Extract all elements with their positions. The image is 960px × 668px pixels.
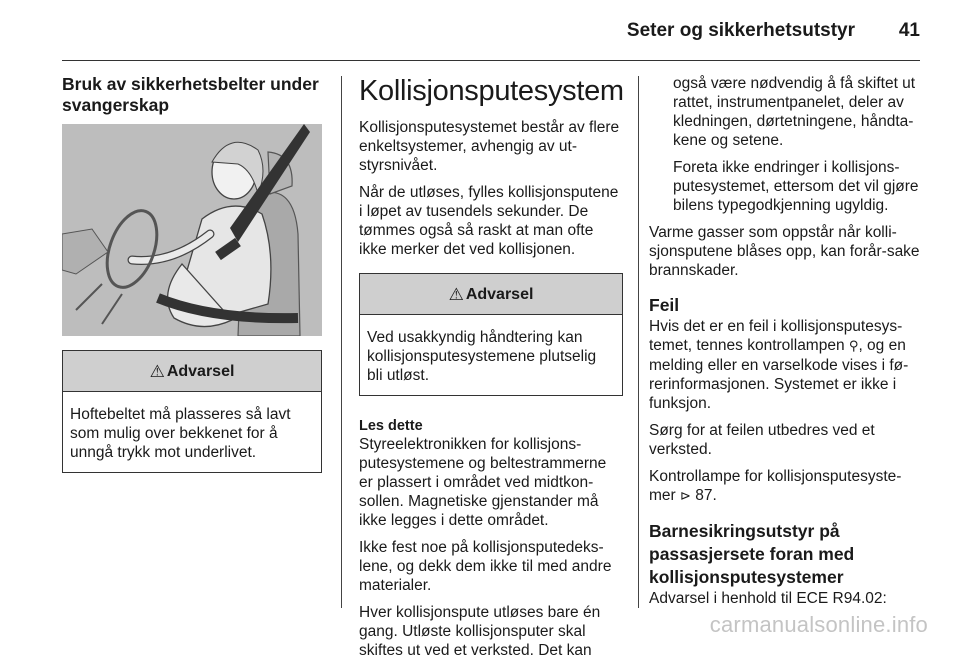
header-rule xyxy=(62,60,920,61)
paragraph: Varme gasser som oppstår når kolli-sjonsputene blåses opp, kan forår-sake brannskader. xyxy=(649,224,920,279)
note-title: Les dette xyxy=(359,418,423,434)
warning-header xyxy=(63,351,321,392)
text-run: Hvis det er en feil i kollisjonsputesys-temet, tennes kontrollampen xyxy=(649,318,903,354)
watermark: carmanualsonline.info xyxy=(709,612,928,637)
text-run: Kontrollampe for kollisjonsputesyste-mer xyxy=(649,468,902,504)
paragraph xyxy=(649,467,921,506)
page-reference[interactable]: 87. xyxy=(695,487,717,504)
warning-title: Advarsel xyxy=(166,362,235,380)
paragraph: Advarsel i henhold til ECE R94.02: xyxy=(649,590,887,607)
column-1 xyxy=(62,74,322,487)
column-2 xyxy=(359,74,623,668)
note-paragraph: også være nødvendig å få skiftet ut rattet, instrumentpanelet, deler av kledningen, dørtetningene, håndta-kene og setene. xyxy=(673,75,916,149)
airbag-lamp-icon: ⚲ xyxy=(848,339,859,354)
paragraph: Kollisjonsputesystemet består av flere enkeltsystemer, avhengig av ut-styrsnivået. xyxy=(359,119,620,174)
note-paragraph: Styreelektronikken for kollisjons-putesystemene og beltestrammerne er plassert i området ved midtkon-sollen. Magnetiske gjenstander må ikke legges i dette området. xyxy=(359,436,607,529)
subsection-heading: Feil xyxy=(649,295,680,315)
paragraph: Når de utløses, fylles kollisjonsputene i løpet av tusendels sekunder. De tømmes også så raskt at man ofte ikke merker det ved kollisjonen. xyxy=(359,184,619,258)
note-paragraph: Hver kollisjonspute utløses bare én gang. Utløste kollisjonsputer skal skiftes ut ved et verksted. Det kan xyxy=(359,604,601,659)
warning-box xyxy=(359,273,623,396)
page-number: 41 xyxy=(898,20,920,41)
paragraph xyxy=(649,317,921,413)
paragraph: Sørg for at feilen utbedres ved et verksted. xyxy=(649,422,875,458)
subsection-heading: Barnesikringsutstyr på passasjersete foran med kollisjonsputesystemer xyxy=(649,521,855,587)
section-heading: Bruk av sikkerhetsbelter under svangerskap xyxy=(62,74,319,115)
warning-box xyxy=(62,350,322,473)
ref-arrow-icon: ⊳ xyxy=(680,489,691,504)
column-divider-1 xyxy=(341,76,342,608)
note-paragraph: Ikke fest noe på kollisjonsputedeks-lene, og dekk dem ikke til med andre materialer. xyxy=(359,539,612,594)
text-run: , og en melding eller en varselkode vises i fø-rerinformasjonen. Systemet er ikke i funksjon. xyxy=(649,337,909,412)
note-paragraph: Foreta ikke endringer i kollisjons-putesystemet, ettersom det vil gjøre bilens typegodkjenning ugyldig. xyxy=(673,159,919,214)
warning-header xyxy=(360,274,622,315)
column-3 xyxy=(649,74,921,616)
section-title: Kollisjonsputesystem xyxy=(359,75,624,107)
warning-triangle-icon: ⚠ xyxy=(149,361,165,381)
column-divider-2 xyxy=(638,76,639,608)
warning-body: Ved usakkyndig håndtering kan kollisjonsputesystemene plutselig bli utløst. xyxy=(367,329,597,384)
warning-body: Hoftebeltet må plasseres så lavt som mulig over bekkenet for å unngå trykk mot underlivet. xyxy=(70,406,291,461)
page-header-title: Seter og sikkerhetsutstyr xyxy=(626,20,855,41)
warning-triangle-icon: ⚠ xyxy=(448,284,464,304)
pregnant-seatbelt-illustration xyxy=(62,124,322,336)
warning-title: Advarsel xyxy=(465,285,534,303)
